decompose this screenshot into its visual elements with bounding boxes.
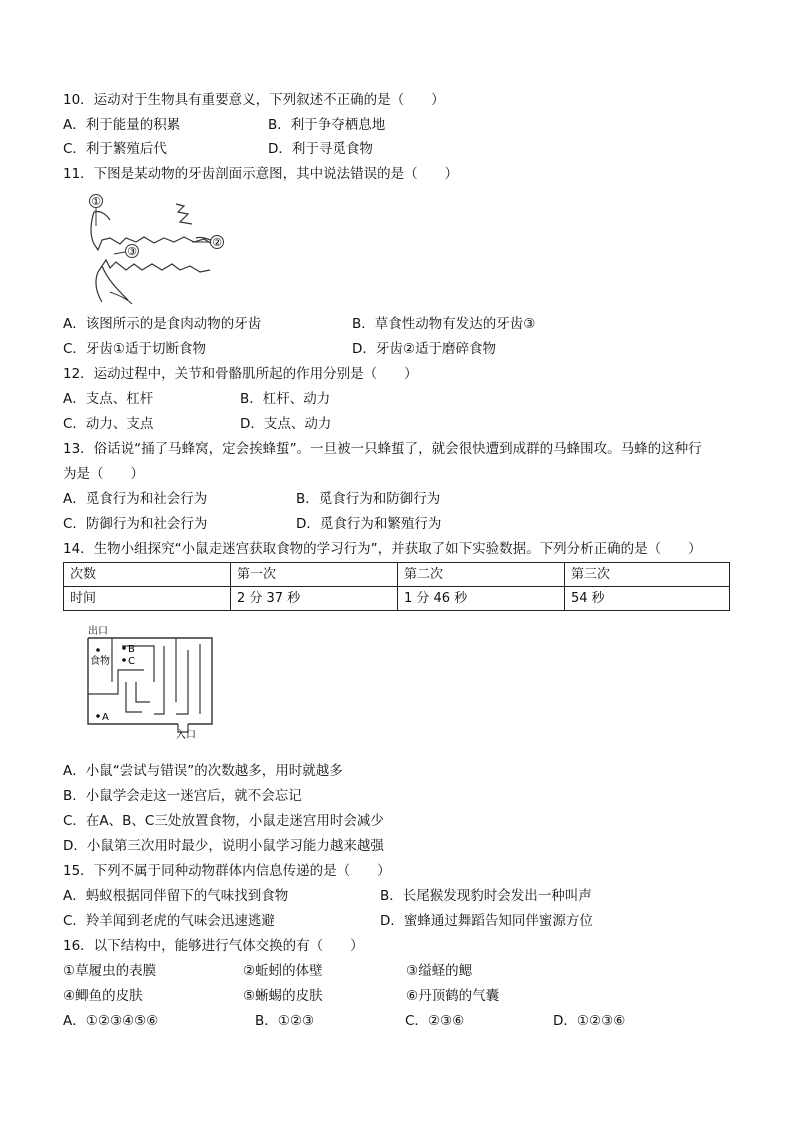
q11-option-a: A．该图所示的是食肉动物的牙齿 bbox=[63, 316, 262, 332]
q13-option-d: D．觅食行为和繁殖行为 bbox=[296, 516, 442, 532]
q11-stem: 11．下图是某动物的牙齿剖面示意图，其中说法错误的是（ ） bbox=[63, 166, 459, 182]
svg-text:②: ② bbox=[212, 236, 222, 249]
table-cell: 次数 bbox=[64, 563, 231, 587]
table-cell: 第三次 bbox=[565, 563, 730, 587]
q16-stem: 16．以下结构中，能够进行气体交换的有（ ） bbox=[63, 938, 364, 954]
q11-option-c: C．牙齿①适于切断食物 bbox=[63, 341, 207, 357]
q16-option-b: B．①②③ bbox=[255, 1013, 315, 1029]
maze-marker-a: A bbox=[102, 712, 109, 723]
maze-entrance-label: 入口 bbox=[176, 730, 196, 740]
q16-option-a: A．①②③④⑤⑥ bbox=[63, 1013, 159, 1029]
maze-food-label: 食物 bbox=[90, 656, 110, 667]
q11-option-d: D．牙齿②适于磨碎食物 bbox=[352, 341, 496, 357]
q12-stem: 12．运动过程中，关节和骨骼肌所起的作用分别是（ ） bbox=[63, 366, 418, 382]
q16-item-6: ⑥丹顶鹤的气囊 bbox=[406, 988, 500, 1004]
q13-option-a: A．觅食行为和社会行为 bbox=[63, 491, 208, 507]
q15-option-d: D．蜜蜂通过舞蹈告知同伴蜜源方位 bbox=[380, 913, 593, 929]
q12-option-d: D．支点、动力 bbox=[240, 416, 332, 432]
tooth-label-3 bbox=[114, 245, 139, 259]
q10-option-c: C．利于繁殖后代 bbox=[63, 141, 167, 157]
q10-stem: 10．运动对于生物具有重要意义，下列叙述不正确的是（ ） bbox=[63, 92, 445, 108]
q12-option-a: A．支点、杠杆 bbox=[63, 391, 154, 407]
svg-text:③: ③ bbox=[127, 245, 137, 258]
q15-option-c: C．羚羊闻到老虎的气味会迅速逃避 bbox=[63, 913, 275, 929]
q15-option-b: B．长尾猴发现豹时会发出一种叫声 bbox=[380, 888, 592, 904]
experiment-table bbox=[63, 562, 730, 611]
maze-marker-c: C bbox=[128, 656, 135, 667]
q13-option-c: C．防御行为和社会行为 bbox=[63, 516, 208, 532]
table-row bbox=[64, 563, 730, 587]
q13-stem-line2: 为是（ ） bbox=[63, 466, 144, 482]
q14-stem: 14．生物小组探究“小鼠走迷宫获取食物的学习行为”，并获取了如下实验数据。下列分析正确的是（ ） bbox=[63, 541, 702, 557]
q14-option-c: C．在A、B、C三处放置食物，小鼠走迷宫用时会减少 bbox=[63, 813, 384, 829]
svg-text:①: ① bbox=[91, 195, 101, 208]
q14-option-b: B．小鼠学会走这一迷宫后，就不会忘记 bbox=[63, 788, 302, 804]
q16-item-2: ②蚯蚓的体壁 bbox=[243, 963, 323, 979]
maze-marker-b: B bbox=[128, 644, 135, 655]
table-cell: 时间 bbox=[64, 587, 231, 611]
q15-option-a: A．蚂蚁根据同伴留下的气味找到食物 bbox=[63, 888, 289, 904]
q16-item-3: ③缢蛏的鳃 bbox=[406, 963, 473, 979]
q11-option-b: B．草食性动物有发达的牙齿③ bbox=[352, 316, 536, 332]
q14-option-a: A．小鼠“尝试与错误”的次数越多，用时就越多 bbox=[63, 763, 343, 779]
q13-stem-line1: 13．俗话说“捅了马蜂窝，定会挨蜂蜇”。一旦被一只蜂蜇了，就会很快遭到成群的马蜂围攻。马蜂的这种行 bbox=[63, 441, 702, 457]
maze-exit-label: 出口 bbox=[88, 626, 108, 637]
q13-option-b: B．觅食行为和防御行为 bbox=[296, 491, 441, 507]
q14-option-d: D．小鼠第三次用时最少，说明小鼠学习能力越来越强 bbox=[63, 838, 384, 854]
q12-option-c: C．动力、支点 bbox=[63, 416, 154, 432]
q16-item-5: ⑤蜥蜴的皮肤 bbox=[243, 988, 323, 1004]
table-cell: 1 分 46 秒 bbox=[398, 587, 565, 611]
table-row bbox=[64, 587, 730, 611]
maze-diagram bbox=[84, 622, 220, 740]
table-cell: 2 分 37 秒 bbox=[231, 587, 398, 611]
q12-option-b: B．杠杆、动力 bbox=[240, 391, 331, 407]
q10-option-d: D．利于寻觅食物 bbox=[268, 141, 373, 157]
table-cell: 第二次 bbox=[398, 563, 565, 587]
q16-option-c: C．②③⑥ bbox=[405, 1013, 465, 1029]
q15-stem: 15．下列不属于同种动物群体内信息传递的是（ ） bbox=[63, 863, 391, 879]
q16-item-1: ①草履虫的表膜 bbox=[63, 963, 157, 979]
q16-item-4: ④鲫鱼的皮肤 bbox=[63, 988, 143, 1004]
table-cell: 第一次 bbox=[231, 563, 398, 587]
q10-option-b: B．利于争夺栖息地 bbox=[268, 117, 386, 133]
q10-option-a: A．利于能量的积累 bbox=[63, 117, 181, 133]
teeth-diagram bbox=[80, 192, 240, 310]
table-cell: 54 秒 bbox=[565, 587, 730, 611]
q16-option-d: D．①②③⑥ bbox=[553, 1013, 626, 1029]
